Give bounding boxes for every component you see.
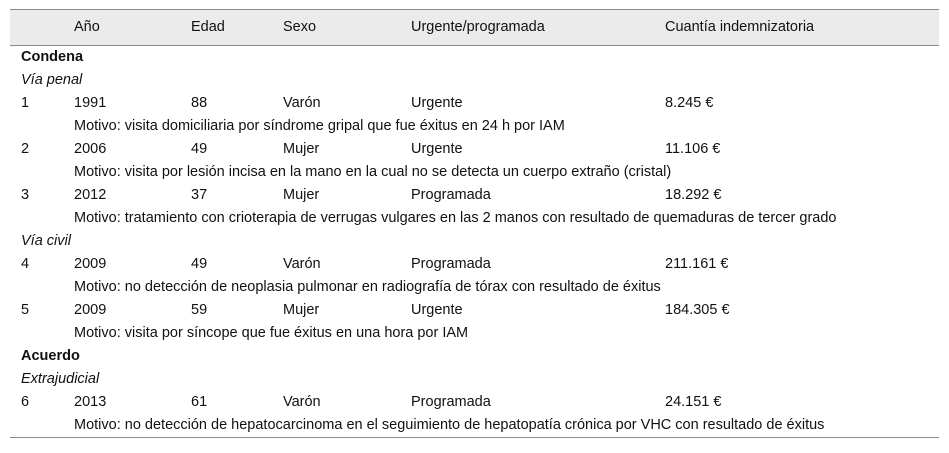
group-heading [10, 69, 939, 92]
case-type: Programada [411, 187, 491, 203]
table-row [10, 138, 939, 161]
header-cell-urgency: Urgente/programada [411, 19, 545, 35]
section-heading [10, 46, 939, 69]
case-motivo: Motivo: no detección de hepatocarcinoma en el seguimiento de hepatopatía crónica por VHC con resultado de éxitus [74, 417, 825, 433]
case-number: 2 [21, 141, 30, 157]
case-number: 3 [21, 187, 30, 203]
case-type: Programada [411, 394, 491, 410]
case-sex: Mujer [283, 141, 320, 157]
case-amount: 24.151 € [665, 394, 722, 410]
table-row [10, 391, 939, 414]
case-amount: 8.245 € [665, 95, 714, 111]
compensation-table [10, 9, 939, 438]
case-motivo: Motivo: visita por lesión incisa en la mano en la cual no se detecta un cuerpo extraño (cristal) [74, 164, 672, 180]
case-type: Urgente [411, 141, 463, 157]
case-age: 49 [191, 141, 208, 157]
table-bottom-rule [10, 437, 939, 438]
case-age: 88 [191, 95, 208, 111]
motivo-row [10, 115, 939, 138]
case-year: 1991 [74, 95, 107, 111]
case-age: 59 [191, 302, 208, 318]
table-row [10, 184, 939, 207]
group-subtitle: Vía civil [21, 233, 71, 249]
case-sex: Varón [283, 394, 321, 410]
case-sex: Mujer [283, 302, 320, 318]
table-row [10, 253, 939, 276]
case-amount: 11.106 € [665, 141, 721, 157]
table-row [10, 92, 939, 115]
case-year: 2009 [74, 256, 107, 272]
motivo-row [10, 161, 939, 184]
case-sex: Varón [283, 256, 321, 272]
motivo-row [10, 276, 939, 299]
motivo-row [10, 414, 939, 437]
table-header [10, 9, 939, 46]
case-type: Urgente [411, 95, 463, 111]
group-heading [10, 230, 939, 253]
section-title: Acuerdo [21, 348, 80, 364]
group-heading [10, 368, 939, 391]
case-year: 2013 [74, 394, 107, 410]
header-cell-sex: Sexo [283, 19, 317, 35]
section-heading [10, 345, 939, 368]
group-subtitle: Vía penal [21, 72, 83, 88]
case-sex: Varón [283, 95, 321, 111]
header-cell-amount: Cuantía indemnizatoria [665, 19, 815, 35]
case-year: 2006 [74, 141, 107, 157]
case-motivo: Motivo: visita por síncope que fue éxitus en una hora por IAM [74, 325, 469, 341]
case-amount: 18.292 € [665, 187, 722, 203]
case-amount: 211.161 € [665, 256, 729, 272]
case-number: 5 [21, 302, 30, 318]
case-year: 2012 [74, 187, 107, 203]
case-number: 4 [21, 256, 30, 272]
case-type: Programada [411, 256, 491, 272]
case-motivo: Motivo: tratamiento con crioterapia de verrugas vulgares en las 2 manos con resultado de quemaduras de tercer grado [74, 210, 837, 226]
case-age: 37 [191, 187, 208, 203]
case-age: 61 [191, 394, 208, 410]
case-number: 6 [21, 394, 30, 410]
case-motivo: Motivo: no detección de neoplasia pulmonar en radiografía de tórax con resultado de éxitus [74, 279, 661, 295]
group-subtitle: Extrajudicial [21, 371, 100, 387]
motivo-row [10, 322, 939, 345]
table-row [10, 299, 939, 322]
header-cell-year: Año [74, 19, 100, 35]
section-title: Condena [21, 49, 84, 65]
case-amount: 184.305 € [665, 302, 730, 318]
case-motivo: Motivo: visita domiciliaria por síndrome gripal que fue éxitus en 24 h por IAM [74, 118, 565, 134]
motivo-row [10, 207, 939, 230]
header-cell-age: Edad [191, 19, 225, 35]
case-number: 1 [21, 95, 30, 111]
case-age: 49 [191, 256, 208, 272]
case-sex: Mujer [283, 187, 320, 203]
case-type: Urgente [411, 302, 463, 318]
case-year: 2009 [74, 302, 107, 318]
